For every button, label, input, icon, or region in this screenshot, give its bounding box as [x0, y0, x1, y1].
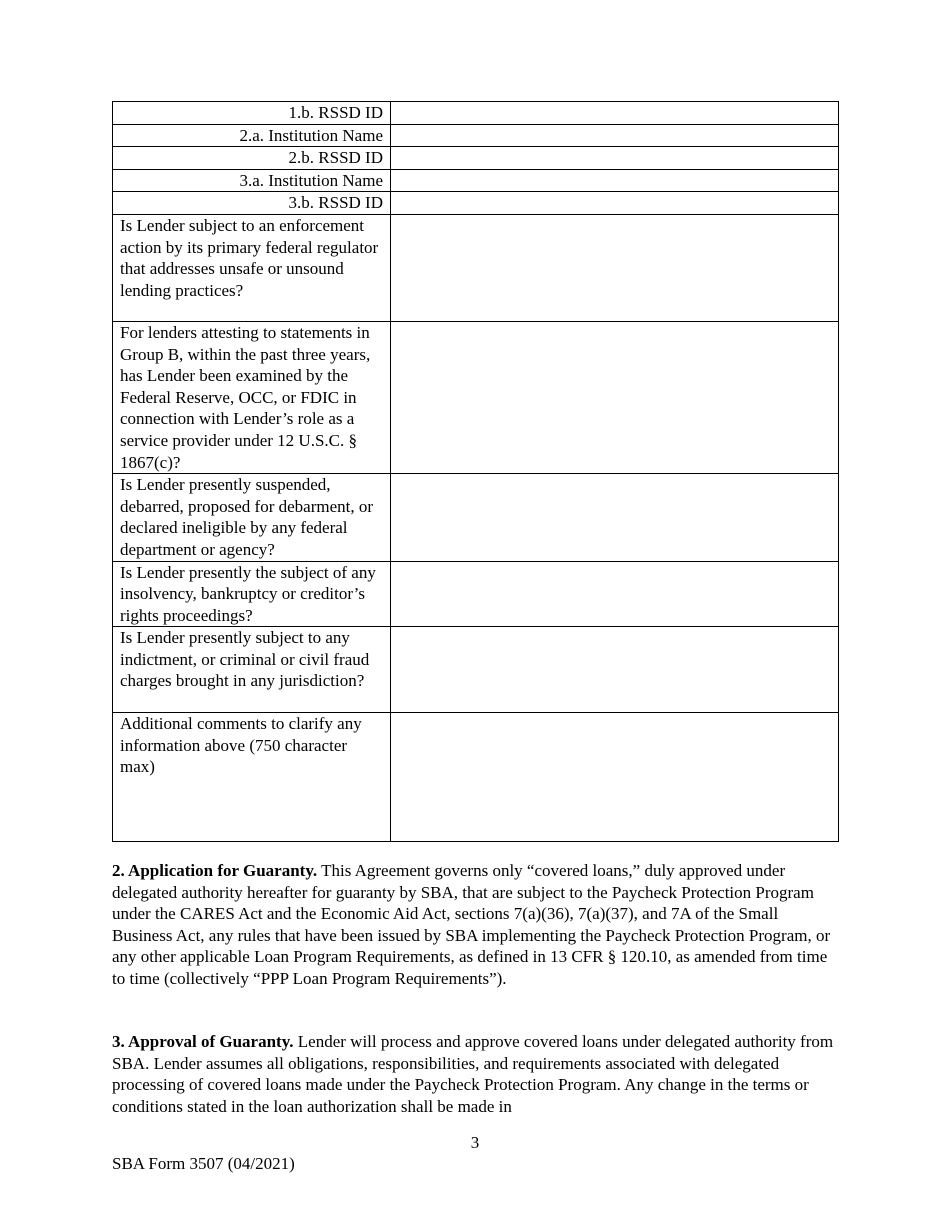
field-value[interactable]	[391, 147, 839, 170]
answer-field[interactable]	[391, 561, 839, 627]
field-value[interactable]	[391, 169, 839, 192]
page-number: 3	[470, 1133, 480, 1152]
table-row	[113, 713, 839, 842]
section-heading: 2. Application for Guaranty.	[112, 861, 318, 880]
table-row	[113, 124, 839, 147]
answer-field[interactable]	[391, 474, 839, 561]
comments-field[interactable]	[391, 713, 839, 842]
field-value[interactable]	[391, 102, 839, 125]
section-heading: 3. Approval of Guaranty.	[112, 1032, 294, 1051]
table-row	[113, 102, 839, 125]
comments-label: Additional comments to clarify any information above (750 character max)	[113, 713, 391, 842]
table-row	[113, 627, 839, 713]
form-footer: SBA Form 3507 (04/2021)	[112, 1154, 295, 1173]
field-value[interactable]	[391, 192, 839, 215]
table-row	[113, 214, 839, 321]
table-row	[113, 169, 839, 192]
section-body: This Agreement governs only “covered loans,” duly approved under delegated authority hereafter for guaranty by SBA, that are subject to the Paycheck Protection Program under the CARES Act and the Economic Aid Act, sections 7(a)(36), 7(a)(37), and 7A of the Small Business Act, any rules that have been issued by SBA implementing the Paycheck Protection Program, or any other applicable Loan Program Requirements, as defined in 13 CFR § 120.10, as amended from time to time (collectively “PPP Loan Program Requirements”).	[112, 861, 831, 988]
table-row	[113, 474, 839, 561]
question-label: Is Lender presently the subject of any insolvency, bankruptcy or creditor’s rights proceedings?	[113, 561, 391, 627]
section-approval-of-guaranty	[112, 1031, 840, 1117]
question-label: Is Lender presently suspended, debarred, proposed for debarment, or declared ineligible by any federal department or agency?	[113, 474, 391, 561]
answer-field[interactable]	[391, 627, 839, 713]
table-row	[113, 147, 839, 170]
question-label: Is Lender presently subject to any indictment, or criminal or civil fraud charges brought in any jurisdiction?	[113, 627, 391, 713]
question-label: For lenders attesting to statements in Group B, within the past three years, has Lender been examined by the Federal Reserve, OCC, or FDIC in connection with Lender’s role as a service provider under 12 U.S.C. § 1867(c)?	[113, 321, 391, 473]
section-body: Lender will process and approve covered loans under delegated authority from SBA. Lender assumes all obligations, responsibilities, and requirements associated with delegated processing of covered loans made under the Paycheck Protection Program. Any change in the terms or conditions stated in the loan authorization shall be made in	[112, 1032, 834, 1116]
field-label: 1.b. RSSD ID	[113, 102, 391, 125]
answer-field[interactable]	[391, 214, 839, 321]
answer-field[interactable]	[391, 321, 839, 473]
field-label: 3.a. Institution Name	[113, 169, 391, 192]
section-application-for-guaranty	[112, 860, 840, 990]
field-label: 2.a. Institution Name	[113, 124, 391, 147]
field-value[interactable]	[391, 124, 839, 147]
question-label: Is Lender subject to an enforcement action by its primary federal regulator that addresses unsafe or unsound lending practices?	[113, 214, 391, 321]
table-row	[113, 561, 839, 627]
lender-info-table	[112, 101, 839, 842]
table-row	[113, 321, 839, 473]
field-label: 2.b. RSSD ID	[113, 147, 391, 170]
field-label: 3.b. RSSD ID	[113, 192, 391, 215]
table-row	[113, 192, 839, 215]
